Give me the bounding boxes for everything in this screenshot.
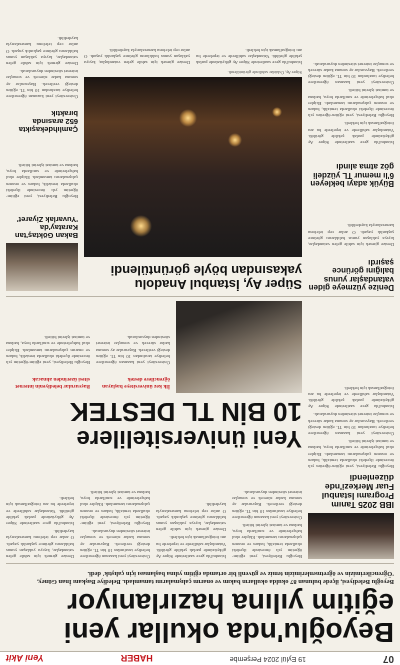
body-paragraph: İstanbul'da gece saatlerinde Süper Ay gökyüzünde parlak şekilde görüldü. Vatandaşlar sahillerde ve tepelerde bu anı fotoğraflamak için bekledi. — [156, 535, 226, 559]
students-photo — [176, 301, 302, 393]
body-paragraph: İstanbul'da gece saatlerinde Süper Ay gökyüzünde parlak şekilde görüldü. Vatandaşlar sahillerde ve tepelerde bu anı fotoğraflamak için bekledi. — [6, 496, 74, 527]
camlik-article-title: Çamlıhdekaşıkta 652 arasında bıraktık — [18, 109, 78, 134]
moon-glow — [130, 215, 152, 237]
body-paragraph: Beyoğlu Belediyesi, yeni eğitim-öğretim yılı öncesinde ilçedeki okullarda temizlik, bakım ve onarım çalışmalarını tamamladı. Ekipler okul bahçelerinde ve sınıflarda boya, badana ve tamirat işlerini bitirdi. — [6, 335, 90, 365]
body-paragraph: Denize girmek için sahile gelen vatandaşlar, kıyıya yaklaşan yunus balıklarını görünce şaşkınlık yaşadı. O anlar cep telefonu kameralarıyla kaydedildi. — [308, 223, 394, 247]
body-column — [308, 10, 394, 145]
photo-caption: Süper Ay, Üsküdar sahilinde görüntülendi. — [227, 70, 302, 75]
body-column — [308, 319, 394, 469]
divider — [6, 296, 394, 297]
body-column — [96, 301, 170, 365]
body-paragraph: Denize girmek için sahile gelen vatandaşlar, kıyıya yaklaşan yunus balıklarını görünce şaşkınlık yaşadı. O anlar cep telefonu kameralarıyla kaydedildi. — [84, 47, 190, 65]
body-column — [6, 454, 74, 559]
main-lead: Beyoğlu Belediyesi, ilçede bulunan 87 okulda okulların bakım ve onarım çalışmalarını tamamladı. Belediye Başkanı İnan Güney, 'Öğrencilerimizin ve öğretmenlerimizin temiz ve güvenli bir ortamda eğitim yılına başlaması için çalıştık' dedi. — [37, 569, 394, 585]
pull-quote: Başvurular belediyenin internet sitesi üzerinden alınacak — [15, 376, 90, 389]
tuzla-article-title: Denize yüzmeye giden vatandaşlar yunus balığını görünce şaşırdı — [308, 257, 394, 292]
body-paragraph: Beyoğlu Belediyesi, yeni eğitim-öğretim yılı öncesinde ilçedeki okullarda temizlik, bakım ve onarım çalışmalarını tamamladı. Ekipler okul bahçelerinde ve sınıflarda boya, badana ve tamirat işlerini bitirdi. — [6, 163, 78, 199]
body-paragraph: Beyoğlu Belediyesi, yeni eğitim-öğretim yılı öncesinde ilçedeki okullarda temizlik, bakım ve onarım çalışmalarını tamamladı. Ekipler okul bahçelerinde ve sınıflarda boya, badana ve tamirat işlerini bitirdi. — [80, 490, 150, 527]
body-paragraph: Üniversiteyi yeni kazanan öğrencilere belediye tarafından 10 bin TL eğitim desteği verilecek. Başvurular ay sonuna kadar sürecek ve sonuçlar internet sitesinden duyurulacak. — [96, 335, 170, 365]
body-paragraph: Denize girmek için sahile gelen vatandaşlar, kıyıya yaklaşan yunus balıklarını görünce şaşkınlık yaşadı. O anlar cep telefonu kameralarıyla kaydedildi. — [6, 36, 78, 67]
body-paragraph: Üniversiteyi yeni kazanan öğrencilere belediye tarafından 10 bin TL eğitim desteği verilecek. Başvurular ay sonuna kadar sürecek ve sonuçlar internet sitesinden duyurulacak. — [6, 69, 78, 99]
newspaper-logo: Yeni Akit — [6, 653, 44, 664]
body-paragraph: Beyoğlu Belediyesi, yeni eğitim-öğretim yılı öncesinde ilçedeki okullarda temizlik, bakım ve onarım çalışmalarını tamamladı. Ekipler okul bahçelerinde ve sınıflarda boya, badana ve tamirat işlerini bitirdi. — [308, 439, 394, 469]
body-column — [80, 454, 150, 559]
body-paragraph: İstanbul'da gece saatlerinde Süper Ay gökyüzünde parlak şekilde görüldü. Vatandaşlar sahillerde ve tepelerde bu anı fotoğraflamak için bekledi. — [308, 121, 394, 145]
body-paragraph: İstanbul'da gece saatlerinde Süper Ay gökyüzünde parlak şekilde görüldü. Vatandaşlar sahillerde ve tepelerde bu anı fotoğraflamak için bekledi. — [196, 47, 302, 65]
main-headline-line1: Beyoğlu'nda okullar yeni — [63, 617, 394, 648]
event-photo — [308, 513, 394, 559]
body-column — [308, 193, 394, 247]
body-paragraph: Beyoğlu Belediyesi, yeni eğitim-öğretim yılı öncesinde ilçedeki okullarda temizlik, bakım ve onarım çalışmalarını tamamladı. Ekipler okul bahçelerinde ve sınıflarda boya, badana ve tamirat işlerini bitirdi. — [308, 88, 394, 119]
super-moon-photo — [84, 77, 302, 257]
city-light — [228, 133, 242, 147]
body-column — [232, 454, 302, 559]
body-paragraph: Üniversiteyi yeni kazanan öğrencilere belediye tarafından 10 bin TL eğitim desteği verilecek. Başvurular ay sonuna kadar sürecek ve sonuçlar internet sitesinden duyurulacak. — [232, 490, 302, 520]
divider — [6, 563, 394, 564]
body-column — [6, 301, 90, 365]
super-moon-headline: Süper Ay, İstanbul Anadolu yakasından böyle görüntülendi — [110, 263, 302, 292]
box-article-title: IBB 2025 Tanım Programı İstanbul Fuar Merkezi'nde düzenlendi — [321, 473, 394, 510]
body-paragraph: Denize girmek için sahile gelen vatandaşlar, kıyıya yaklaşan yunus balıklarını görünce şaşkınlık yaşadı. O anlar cep telefonu kameralarıyla kaydedildi. — [156, 502, 226, 533]
body-column — [6, 139, 78, 199]
page-header-strip — [0, 651, 400, 665]
city-light — [179, 109, 197, 127]
body-column — [6, 7, 78, 99]
body-paragraph: İstanbul'da gece saatlerinde Süper Ay gökyüzünde parlak şekilde görüldü. Vatandaşlar sahillerde ve tepelerde bu anı fotoğraflamak için bekledi. — [308, 385, 394, 410]
body-paragraph: Üniversiteyi yeni kazanan öğrencilere belediye tarafından 10 bin TL eğitim desteği verilecek. Başvurular ay sonuna kadar sürecek ve sonuçlar internet sitesinden duyurulacak. — [308, 61, 394, 86]
ulasim-article-title: Büyük adayı bekleyen 6'lı memur TL yüzdeli göz atma alındı — [310, 162, 394, 188]
body-paragraph: Üniversiteyi yeni kazanan öğrencilere belediye tarafından 10 bin TL eğitim desteği verilecek. Başvurular ay sonuna kadar sürecek ve sonuçlar internet sitesinden duyurulacak. — [80, 529, 150, 559]
issue-date: 19 Eylül 2024 Perşembe — [229, 655, 306, 662]
page-number: 07 — [382, 653, 394, 664]
pull-quote: İlk kez üniversiteye başlayan öğrencilere destek — [102, 376, 170, 389]
minister-photo — [6, 243, 78, 291]
body-column — [196, 7, 302, 65]
body-column — [84, 7, 190, 65]
destek-headline-line1: Yeni üniversitelilere — [76, 425, 302, 452]
karatay-article-title: Bakan Göktaş'tan Karatay'da 'Yuvarlak Ziyaret' — [14, 215, 78, 240]
main-headline-line2: eğitim yılına hazırlanıyor — [67, 588, 394, 619]
body-column — [156, 454, 226, 559]
body-paragraph: Üniversiteyi yeni kazanan öğrencilere belediye tarafından 10 bin TL eğitim desteği verilecek. Başvurular ay sonuna kadar sürecek ve sonuçlar internet sitesinden duyurulacak. — [308, 412, 394, 437]
body-paragraph: Denize girmek için sahile gelen vatandaşlar, kıyıya yaklaşan yunus balıklarını görünce şaşkınlık yaşadı. O anlar cep telefonu kameralarıyla kaydedildi. — [6, 529, 74, 559]
section-label: HABER — [120, 653, 153, 664]
body-paragraph: Beyoğlu Belediyesi, yeni eğitim-öğretim yılı öncesinde ilçedeki okullarda temizlik, bakım ve onarım çalışmalarını tamamladı. Ekipler okul bahçelerinde ve sınıflarda boya, badana ve tamirat işlerini bitirdi. — [232, 523, 302, 559]
city-light — [272, 107, 282, 117]
destek-headline-line2: 10 BİN TL DESTEK — [69, 397, 302, 427]
